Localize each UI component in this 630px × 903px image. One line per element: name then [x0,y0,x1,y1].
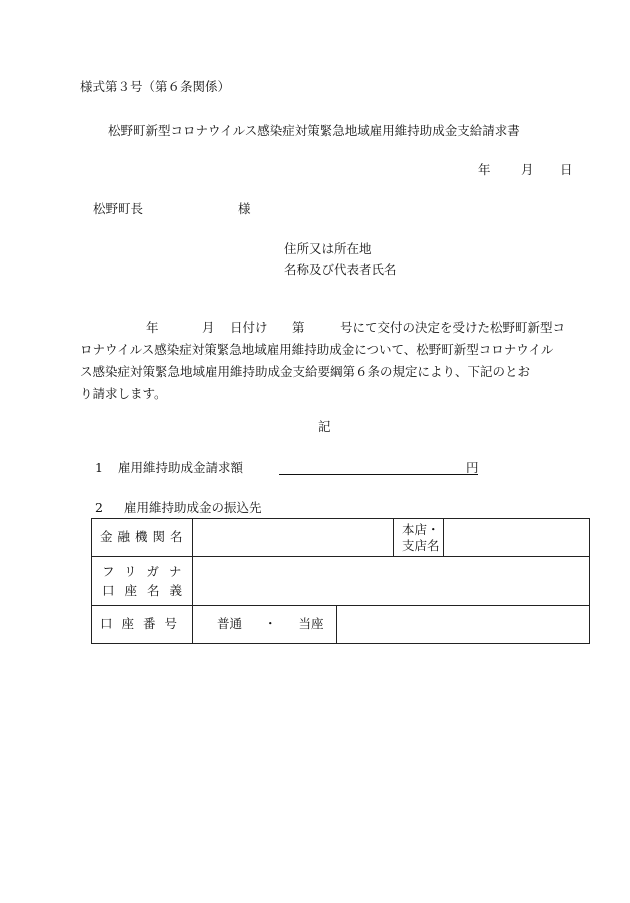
decision-number-prefix: 第 [292,320,305,335]
branch-label-line-1: 本店・ [402,521,440,537]
ki-heading: 記 [318,419,331,434]
body-line-2: ロナウイルス感染症対策緊急地域雇用維持助成金について、松野町新型コロナウイル [80,342,554,357]
applicant-address-label: 住所又は所在地 [284,241,372,256]
account-type-current[interactable]: 当座 [298,616,324,632]
account-name-label: 口座名義 [102,583,193,598]
account-number-label: 口座番号 [92,606,193,644]
honorific: 様 [238,201,251,216]
account-type-ordinary[interactable]: 普通 [217,616,243,632]
decision-year-label: 年 [146,320,159,335]
amount-input-line[interactable] [279,474,478,475]
furigana-label: フリガナ [102,563,192,579]
institution-field[interactable] [193,519,394,557]
item-1-unit: 円 [466,460,479,475]
decision-day-label: 日付け [230,320,268,335]
body-line-4: り請求します。 [80,386,167,401]
account-holder-field[interactable] [193,557,590,606]
applicant-name-label: 名称及び代表者氏名 [284,262,397,277]
body-line-3: ス感染症対策緊急地域雇用維持助成金支給要綱第６条の規定により、下記のとお [80,364,531,379]
date-month-label: 月 [521,162,534,177]
item-1-number: 1 [95,460,103,475]
form-number: 様式第３号（第６条関係） [80,79,231,94]
item-2-label: 雇用維持助成金の振込先 [124,500,262,515]
account-type-field[interactable] [193,606,337,644]
branch-label-line-2: 支店名 [402,537,440,553]
branch-field[interactable] [444,519,590,557]
branch-label [394,519,444,557]
date-day-label: 日 [560,162,573,177]
account-holder-label [92,557,193,606]
item-2-number: 2 [95,500,103,515]
account-type-separator: ・ [264,616,277,632]
institution-label: 金融機関名 [92,519,193,557]
account-number-field[interactable] [337,606,590,644]
document-title: 松野町新型コロナウイルス感染症対策緊急地域雇用維持助成金支給請求書 [108,123,520,138]
body-line-1-text: 号にて交付の決定を受けた松野町新型コ [340,320,566,335]
date-year-label: 年 [478,162,491,177]
decision-month-label: 月 [202,320,215,335]
addressee: 松野町長 [93,201,144,216]
item-1-label: 雇用維持助成金請求額 [118,460,244,475]
bank-account-table [91,518,590,644]
